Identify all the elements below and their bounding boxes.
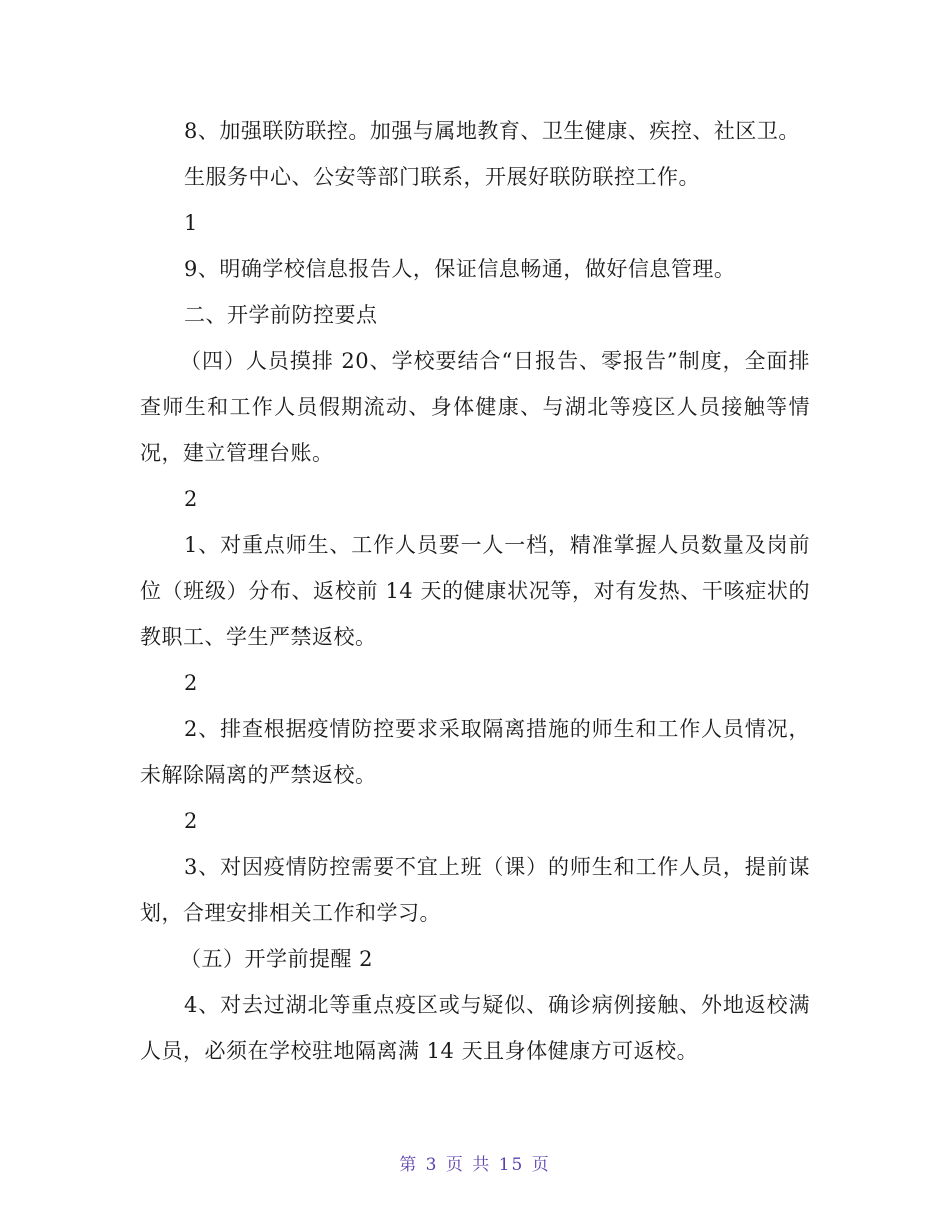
paragraph-8-continued: 生服务中心、公安等部门联系，开展好联防联控工作。 <box>184 165 700 189</box>
page-marker-2c: 2 <box>184 809 198 833</box>
page-marker-2b: 2 <box>184 671 198 695</box>
page-footer: 第 3 页 共 15 页 <box>399 1155 551 1175</box>
page-marker-2a: 2 <box>184 487 198 511</box>
paragraph-item-3: 3、对因疫情防控需要不宜上班（课）的师生和工作人员，提前谋划，合理安排相关工作和学习。 <box>140 855 810 925</box>
paragraph-item-2: 2、排查根据疫情防控要求采取隔离措施的师生和工作人员情况，未解除隔离的严禁返校。 <box>140 717 810 787</box>
paragraph-section-4: （四）人员摸排 20、学校要结合“日报告、零报告”制度，全面排查师生和工作人员假期流动、身体健康、与湖北等疫区人员接触等情况，建立管理台账。 <box>140 349 810 465</box>
paragraph-item-1: 1、对重点师生、工作人员要一人一档，精准掌握人员数量及岗前位（班级）分布、返校前 14 天的健康状况等，对有发热、干咳症状的教职工、学生严禁返校。 <box>140 533 810 649</box>
document-body <box>140 108 810 1074</box>
page-marker-1: 1 <box>184 211 198 235</box>
paragraph-8: 8、加强联防联控。加强与属地教育、卫生健康、疾控、社区卫。 <box>184 119 800 143</box>
paragraph-item-4: 4、对去过湖北等重点疫区或与疑似、确诊病例接触、外地返校满人员，必须在学校驻地隔离满 14 天且身体健康方可返校。 <box>140 993 810 1063</box>
paragraph-9: 9、明确学校信息报告人，保证信息畅通，做好信息管理。 <box>184 257 736 281</box>
paragraph-section-5: （五）开学前提醒 2 <box>180 947 374 971</box>
section-heading-2: 二、开学前防控要点 <box>184 303 378 327</box>
